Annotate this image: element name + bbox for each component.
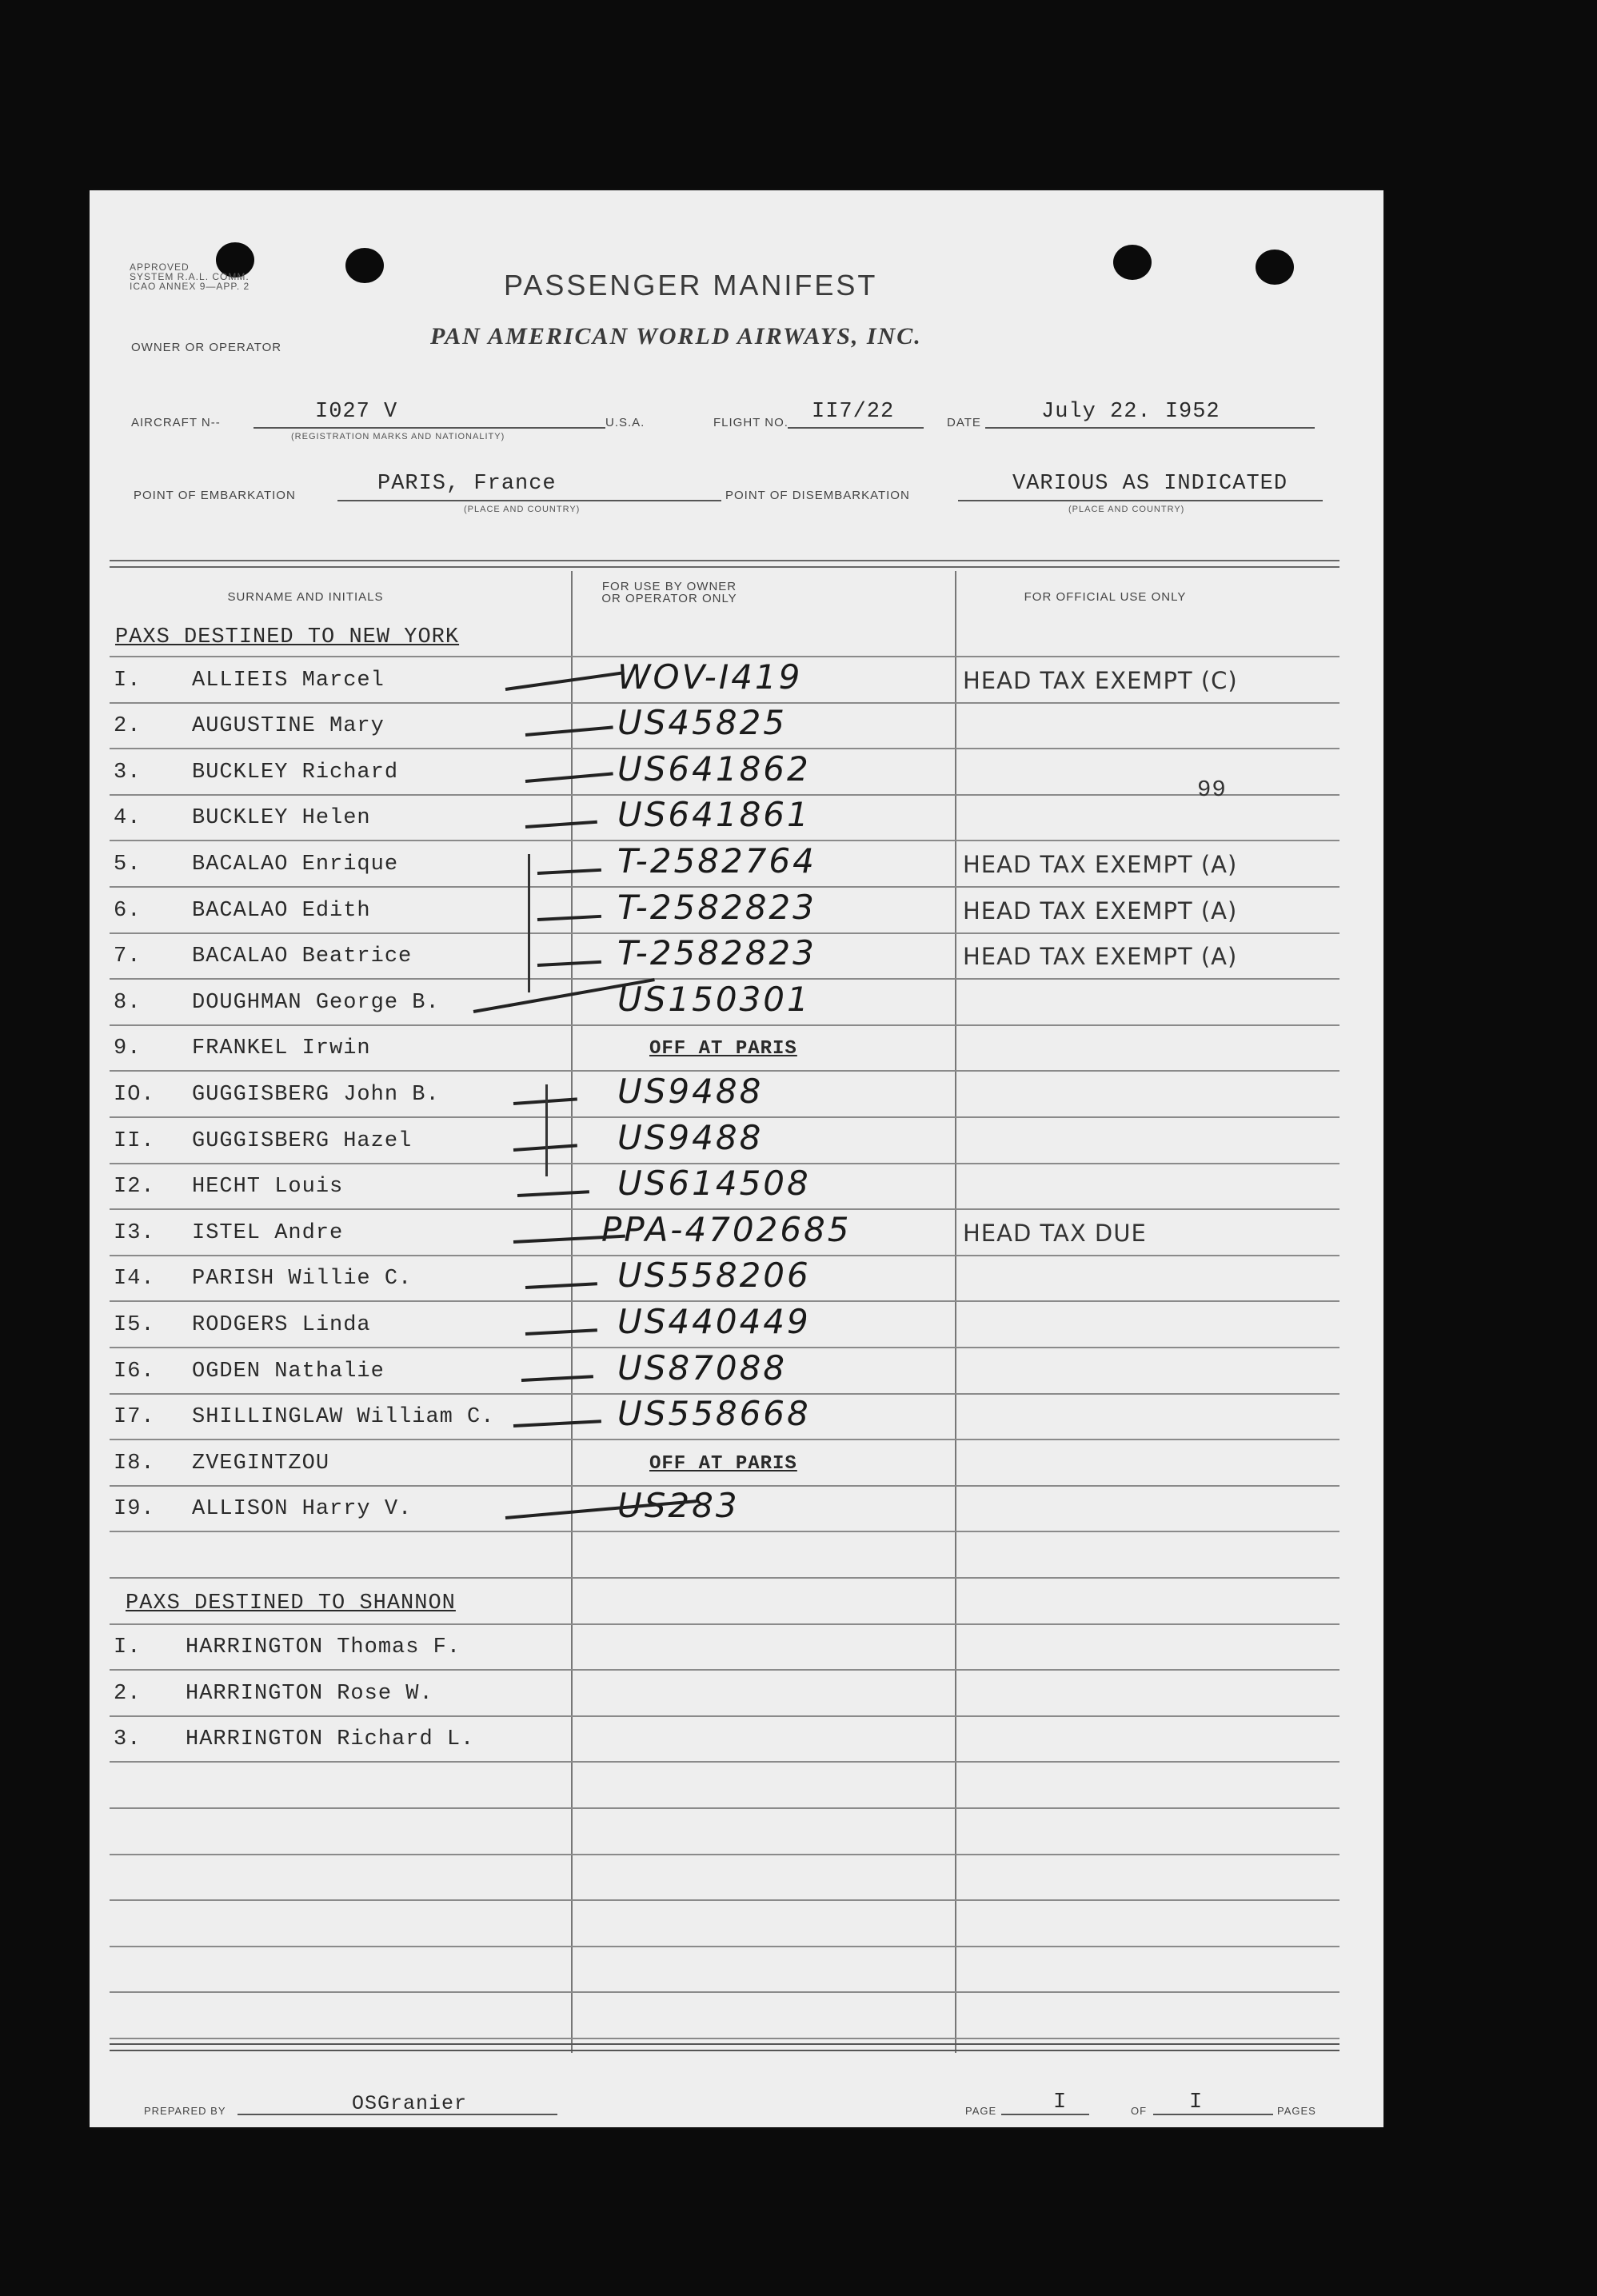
passport-number: US9488 bbox=[617, 1072, 764, 1111]
passport-number: US558668 bbox=[617, 1394, 811, 1434]
disembark-label: POINT OF DISEMBARKATION bbox=[725, 489, 910, 502]
handwritten-stroke bbox=[525, 726, 613, 737]
manifest-sheet bbox=[90, 190, 1383, 2127]
handwritten-stroke bbox=[537, 960, 601, 967]
handwritten-stroke bbox=[525, 772, 613, 783]
passenger-name: HARRINGTON Thomas F. bbox=[186, 1635, 461, 1660]
ruled-line bbox=[110, 1024, 1339, 1026]
passport-number: US150301 bbox=[617, 979, 811, 1019]
pages-label: PAGES bbox=[1277, 2105, 1316, 2117]
ruled-line bbox=[110, 1531, 1339, 1532]
ruled-line bbox=[110, 1899, 1339, 1901]
passport-number: US440449 bbox=[617, 1302, 811, 1341]
embark-caption: (PLACE AND COUNTRY) bbox=[464, 505, 581, 514]
ruled-line bbox=[110, 2038, 1339, 2039]
passport-number: US641862 bbox=[617, 749, 811, 789]
passport-number: US614508 bbox=[617, 1164, 811, 1204]
embark-label: POINT OF EMBARKATION bbox=[134, 489, 296, 502]
embark-value: PARIS, France bbox=[377, 472, 557, 496]
row-number: I. bbox=[114, 668, 142, 693]
disembark-value: VARIOUS AS INDICATED bbox=[1012, 472, 1288, 496]
punch-hole bbox=[1113, 245, 1152, 280]
row-number: I. bbox=[114, 1635, 142, 1660]
row-number: 9. bbox=[114, 1036, 142, 1061]
passenger-name: BACALAO Beatrice bbox=[192, 944, 413, 969]
passenger-name: ALLISON Harry V. bbox=[192, 1497, 413, 1522]
flight-label: FLIGHT NO. bbox=[713, 416, 789, 429]
handwritten-stroke bbox=[525, 1283, 597, 1290]
passport-number: WOV-I419 bbox=[617, 657, 803, 697]
row-number: 3. bbox=[114, 1727, 142, 1752]
passenger-name: FRANKEL Irwin bbox=[192, 1036, 371, 1061]
passenger-name: ALLIEIS Marcel bbox=[192, 668, 385, 693]
row-number: IO. bbox=[114, 1083, 155, 1107]
row-number: 7. bbox=[114, 944, 142, 969]
passenger-name: PARISH Willie C. bbox=[192, 1267, 413, 1292]
official-stamp: HEAD TAX EXEMPT (A) bbox=[963, 896, 1238, 924]
row-number: 2. bbox=[114, 1681, 142, 1706]
page-value: I bbox=[1053, 2090, 1068, 2114]
passenger-name: GUGGISBERG Hazel bbox=[192, 1128, 413, 1153]
family-bracket bbox=[545, 1084, 548, 1176]
row-number: II. bbox=[114, 1128, 155, 1153]
passenger-name: SHILLINGLAW William C. bbox=[192, 1405, 495, 1430]
passenger-name: ISTEL Andre bbox=[192, 1220, 344, 1245]
row-number: 2. bbox=[114, 714, 142, 739]
passenger-name: HECHT Louis bbox=[192, 1175, 344, 1200]
row-number: 5. bbox=[114, 853, 142, 876]
section-header-shannon: PAXS DESTINED TO SHANNON bbox=[126, 1591, 456, 1615]
ruled-line bbox=[110, 1439, 1339, 1440]
aircraft-value: I027 V bbox=[315, 400, 398, 424]
row-number: I2. bbox=[114, 1175, 155, 1200]
pages-value: I bbox=[1189, 2090, 1204, 2114]
col-header-official: FOR OFFICIAL USE ONLY bbox=[1024, 590, 1187, 604]
punch-hole bbox=[345, 248, 384, 283]
handwritten-stroke bbox=[521, 1375, 593, 1382]
ruled-line bbox=[110, 1669, 1339, 1671]
passport-number: US9488 bbox=[617, 1117, 764, 1157]
owner-label: OWNER OR OPERATOR bbox=[131, 341, 282, 354]
handwritten-stroke bbox=[505, 671, 625, 691]
passenger-name: AUGUSTINE Mary bbox=[192, 714, 385, 739]
approval-line: SYSTEM R.A.L. COMM. bbox=[130, 271, 250, 282]
passport-number: US283 bbox=[617, 1486, 740, 1526]
row-number: I5. bbox=[114, 1313, 155, 1337]
col-header-owner: FOR USE BY OWNER OR OPERATOR ONLY bbox=[601, 580, 737, 605]
punch-hole bbox=[1256, 250, 1294, 285]
ruled-line bbox=[110, 1623, 1339, 1625]
flight-value: II7/22 bbox=[812, 400, 895, 424]
row-number: I9. bbox=[114, 1497, 155, 1522]
row-number: I3. bbox=[114, 1220, 155, 1245]
official-stamp: HEAD TAX DUE bbox=[963, 1219, 1147, 1247]
approval-note bbox=[130, 262, 250, 291]
handwritten-stroke bbox=[525, 1328, 597, 1336]
section-header-new-york: PAXS DESTINED TO NEW YORK bbox=[115, 625, 460, 649]
off-at-paris-note: OFF AT PARIS bbox=[649, 1452, 797, 1475]
passenger-name: BACALAO Enrique bbox=[192, 853, 399, 876]
passenger-name: HARRINGTON Richard L. bbox=[186, 1727, 475, 1752]
passport-number: T-2582823 bbox=[617, 933, 816, 973]
passenger-name: OGDEN Nathalie bbox=[192, 1359, 385, 1384]
passenger-name: HARRINGTON Rose W. bbox=[186, 1681, 433, 1706]
prepared-label: PREPARED BY bbox=[144, 2105, 226, 2117]
row-number: 3. bbox=[114, 760, 142, 785]
row-number: I4. bbox=[114, 1267, 155, 1292]
passport-number: US558206 bbox=[617, 1256, 811, 1296]
ruled-line bbox=[110, 1807, 1339, 1809]
of-label: OF bbox=[1131, 2105, 1148, 2117]
passenger-name: RODGERS Linda bbox=[192, 1313, 371, 1337]
row-number: 6. bbox=[114, 898, 142, 923]
prepared-value: OSGranier bbox=[352, 2092, 468, 2115]
handwritten-stroke bbox=[525, 821, 597, 829]
disembark-caption: (PLACE AND COUNTRY) bbox=[1068, 505, 1185, 514]
official-stamp: HEAD TAX EXEMPT (C) bbox=[963, 666, 1238, 694]
passenger-name: GUGGISBERG John B. bbox=[192, 1083, 440, 1107]
passport-number: US87088 bbox=[617, 1348, 788, 1388]
ruled-line bbox=[110, 1991, 1339, 1993]
official-stamp: HEAD TAX EXEMPT (A) bbox=[963, 851, 1238, 878]
ruled-line bbox=[110, 1761, 1339, 1763]
row-number: 8. bbox=[114, 990, 142, 1015]
page-label: PAGE bbox=[965, 2105, 997, 2117]
approval-line: ICAO ANNEX 9—APP. 2 bbox=[130, 281, 250, 292]
handwritten-stroke bbox=[537, 868, 601, 875]
aircraft-label: AIRCRAFT N-- bbox=[131, 416, 221, 429]
airline-name: PAN AMERICAN WORLD AIRWAYS, INC. bbox=[430, 323, 922, 349]
row-number: I6. bbox=[114, 1359, 155, 1384]
registration-caption: (REGISTRATION MARKS AND NATIONALITY) bbox=[291, 432, 505, 441]
col-header-names: SURNAME AND INITIALS bbox=[227, 590, 384, 604]
form-title: PASSENGER MANIFEST bbox=[504, 269, 878, 301]
passenger-name: ZVEGINTZOU bbox=[192, 1451, 330, 1475]
row-number: I8. bbox=[114, 1451, 155, 1475]
date-label: DATE bbox=[947, 416, 981, 429]
row-number: 4. bbox=[114, 806, 142, 831]
passenger-name: BACALAO Edith bbox=[192, 898, 371, 923]
passport-number: T-2582764 bbox=[617, 841, 816, 880]
off-at-paris-note: OFF AT PARIS bbox=[649, 1038, 797, 1060]
ruled-line bbox=[110, 1946, 1339, 1947]
usa-label: U.S.A. bbox=[605, 416, 645, 429]
passenger-name: BUCKLEY Richard bbox=[192, 760, 399, 785]
passport-number: US641861 bbox=[617, 795, 811, 835]
ruled-line bbox=[110, 1577, 1339, 1579]
passenger-name: BUCKLEY Helen bbox=[192, 806, 371, 831]
passport-number: T-2582823 bbox=[617, 887, 816, 927]
official-stamp: 99 bbox=[1197, 776, 1227, 803]
official-stamp: HEAD TAX EXEMPT (A) bbox=[963, 943, 1238, 971]
date-value: July 22. I952 bbox=[1041, 400, 1220, 424]
handwritten-stroke bbox=[513, 1420, 601, 1428]
handwritten-stroke bbox=[517, 1190, 589, 1197]
approval-line: APPROVED bbox=[130, 262, 190, 273]
row-number: I7. bbox=[114, 1405, 155, 1430]
family-bracket bbox=[528, 854, 530, 992]
passport-number: US45825 bbox=[617, 703, 788, 743]
ruled-line bbox=[110, 1715, 1339, 1717]
passenger-name: DOUGHMAN George B. bbox=[192, 990, 440, 1015]
passport-number: PPA-4702685 bbox=[601, 1209, 852, 1249]
handwritten-stroke bbox=[537, 914, 601, 920]
ruled-line bbox=[110, 1854, 1339, 1855]
